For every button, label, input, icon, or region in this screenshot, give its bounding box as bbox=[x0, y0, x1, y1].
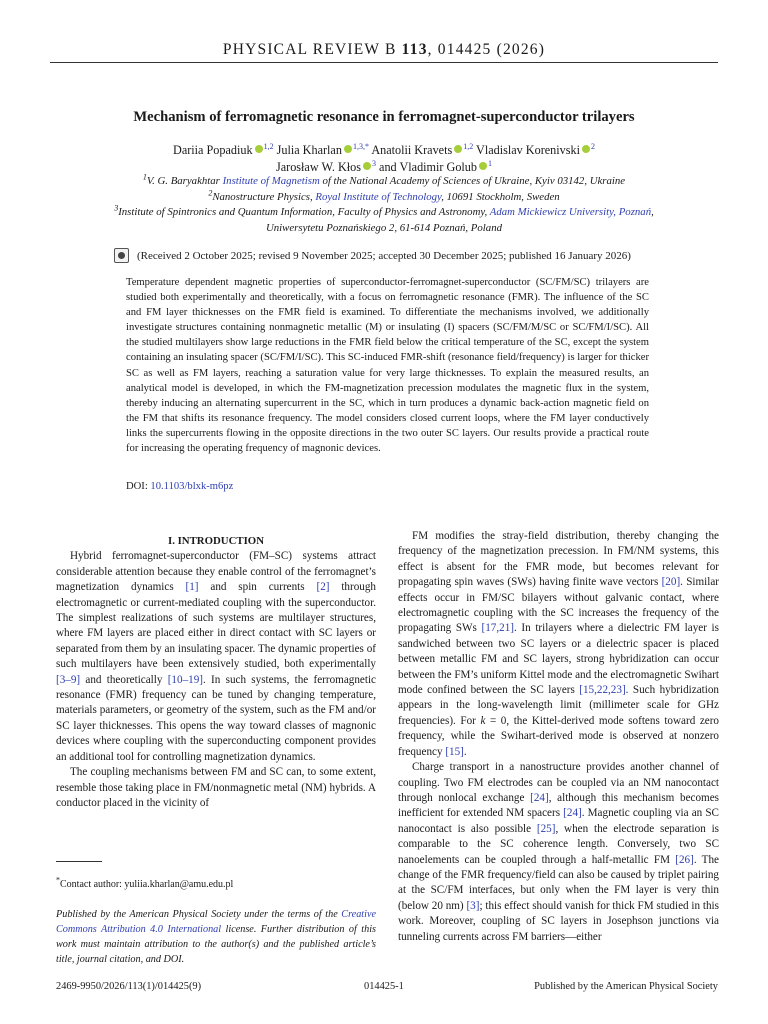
affiliation-link[interactable]: Royal Institute of Technology bbox=[315, 190, 442, 203]
body-text: , when the electrode separation is comparable to the SC coherence length. Conversely, two SC nanoelements can be coupled through a half-metallic FM bbox=[398, 822, 720, 866]
citation-link[interactable]: [3–9] bbox=[56, 673, 81, 686]
author bbox=[173, 143, 274, 157]
received-text: (Received 2 October 2025; revised 9 November 2025; accepted 30 December 2025; published 16 January 2026) bbox=[137, 249, 631, 262]
author-affiliation-mark[interactable]: 1,2 bbox=[463, 141, 474, 151]
author-name: Dariia Popadiuk bbox=[173, 143, 253, 157]
body-text: Charge transport in a nanostructure provides another channel of coupling. Two FM electrodes can be coupled via an NM nanocontact through nonlocal exchange bbox=[398, 761, 719, 804]
check-for-updates-icon[interactable] bbox=[114, 248, 129, 263]
body-text: . In trilayers where a dielectric FM layer is sandwiched between two SC layers or a dielectric spacer is placed between metallic FM and SC layers, strong hybridization can occur between the FM’s uniform Kittel mode and the electromagnetic Swihart mode confined between the SC layers bbox=[398, 622, 719, 697]
body-text: . Such hybridization appears in the long-wavelength limit (millimeter scale for GHz frequencies). For bbox=[398, 684, 719, 727]
citation-link[interactable]: [26] bbox=[675, 853, 694, 866]
author-name: Anatolii Kravets bbox=[371, 143, 453, 157]
affiliation-text: V. G. Baryakhtar bbox=[146, 175, 223, 187]
citation-link[interactable]: [25] bbox=[536, 822, 556, 835]
body-text: , although this mechanism becomes inefficient for extended NM spacers bbox=[398, 791, 719, 820]
header-rule bbox=[50, 62, 718, 63]
footnote-mark: * bbox=[56, 875, 60, 885]
journal-header bbox=[0, 41, 768, 59]
body-text: . bbox=[463, 745, 467, 758]
orcid-icon[interactable] bbox=[454, 145, 462, 153]
body-paragraph bbox=[398, 760, 719, 945]
orcid-icon[interactable] bbox=[255, 145, 263, 153]
math-variable: k bbox=[480, 714, 486, 727]
author-name: Vladimir Golub bbox=[399, 160, 477, 174]
body-text: FM modifies the stray-field distribution, thereby changing the frequency of the magnetization precession. In FM/NM systems, this effect is absent for the FMR mode, but becomes relevant for propagating spin waves (SWs) having finite wave vectors bbox=[398, 530, 719, 589]
body-text: . The change of the FMR frequency/field can also be caused by triplet pairing at the SC/FM interfaces, but only when the FM layer is very thin (below 20 nm) bbox=[398, 853, 719, 912]
body-text: and spin currents bbox=[198, 581, 317, 594]
left-column bbox=[56, 534, 376, 811]
citation-link[interactable]: [15,22,23] bbox=[579, 684, 626, 697]
author bbox=[277, 143, 369, 157]
body-text: through electromagnetic or current-mediated coupling with the superconductor. The simplest realizations of such systems are multilayer structures, where FM layers are placed either in direct contact with SC layers or separated from them by an insulating spacer. The dynamic properties of such multilayers have been extensively studied, both experimentally bbox=[56, 581, 376, 671]
body-text: . Magnetic coupling via an SC nanocontact is also possible bbox=[398, 807, 719, 835]
citation-link[interactable]: [17,21] bbox=[481, 622, 515, 635]
citation-link[interactable]: [2] bbox=[316, 581, 330, 594]
doi-line bbox=[126, 481, 233, 492]
author-name: Vladislav Korenivski bbox=[476, 143, 580, 157]
affiliation-link[interactable]: Institute of Magnetism bbox=[222, 175, 320, 187]
affiliation-link[interactable]: Adam Mickiewicz University, Poznań bbox=[489, 206, 652, 218]
author-name: Jarosław W. Kłos bbox=[276, 160, 361, 174]
body-paragraph bbox=[56, 549, 376, 765]
license-link[interactable]: Creative Commons Attribution 4.0 International bbox=[56, 909, 376, 935]
right-column-body bbox=[398, 529, 719, 945]
received-dates bbox=[114, 248, 674, 263]
affiliation-text: of the National Academy of Sciences of Ukraine, Kyiv 03142, Ukraine bbox=[319, 175, 626, 187]
footnote-rule bbox=[56, 861, 102, 862]
doi-label: DOI: bbox=[126, 481, 151, 492]
citation-link[interactable]: [15] bbox=[445, 745, 464, 758]
affiliation-mark: 3 bbox=[114, 203, 119, 213]
orcid-icon[interactable] bbox=[479, 162, 487, 170]
footnote-text: Contact author: yuliia.kharlan@amu.edu.pl bbox=[60, 879, 234, 890]
body-text: and theoretically bbox=[80, 673, 168, 686]
contact-footnote bbox=[56, 875, 234, 890]
citation-link[interactable]: [24] bbox=[530, 791, 549, 804]
author bbox=[371, 143, 473, 157]
paper-title: Mechanism of ferromagnetic resonance in ferromagnet-superconductor trilayers bbox=[133, 109, 635, 125]
left-column-body bbox=[56, 549, 376, 811]
citation-link[interactable]: [3] bbox=[466, 899, 480, 912]
body-text: . In such systems, the ferromagnetic resonance (FMR) frequency can be tuned by changing temperature, materials parameters, or geometry of the system, such as the FM and/or SC layer thicknesses. This opens the way toward classes of magnonic devices where coupling with the superconducting component provides an additional tool for controlling magnetization dynamics. bbox=[56, 673, 376, 763]
affiliation-text: , bbox=[651, 206, 654, 218]
author-affiliation-mark[interactable]: 1 bbox=[488, 158, 492, 168]
affiliation-text: , 10691 Stockholm, Sweden bbox=[441, 190, 560, 203]
body-text: Hybrid ferromagnet-superconductor (FM–SC) systems attract considerable attention because they enable control of the ferromagnet’s magnetization dynamics bbox=[56, 550, 376, 594]
body-paragraph bbox=[398, 529, 719, 760]
journal-name: PHYSICAL REVIEW B bbox=[222, 41, 397, 58]
author-affiliation-mark[interactable]: 3 bbox=[371, 158, 376, 168]
author-name: Julia Kharlan bbox=[276, 143, 342, 157]
license-text-before: Published by the American Physical Society under the terms of the bbox=[56, 909, 342, 920]
author bbox=[399, 160, 492, 174]
author-affiliation-mark[interactable]: 1,2 bbox=[263, 141, 274, 151]
affiliation-text: Institute of Spintronics and Quantum Information, Faculty of Physics and Astronomy, bbox=[118, 206, 490, 218]
orcid-icon[interactable] bbox=[344, 145, 352, 153]
footer-publisher: Published by the American Physical Society bbox=[534, 981, 718, 992]
citation-link[interactable]: [20] bbox=[661, 576, 681, 589]
license-text-after: license. Further distribution of this work must maintain attribution to the author(s) and the published article’s title, journal citation, and DOI. bbox=[56, 924, 376, 965]
author bbox=[276, 160, 376, 174]
affiliation-mark: 1 bbox=[142, 172, 147, 182]
author bbox=[476, 143, 595, 157]
journal-article-info: , 014425 (2026) bbox=[427, 41, 546, 58]
affiliation-text: Uniwersytetu Poznańskiego 2, 61-614 Poznań, Poland bbox=[265, 221, 502, 234]
orcid-icon[interactable] bbox=[363, 162, 371, 170]
orcid-icon[interactable] bbox=[582, 145, 590, 153]
affiliation-text: Nanostructure Physics, bbox=[212, 190, 316, 203]
right-column bbox=[398, 529, 719, 945]
citation-link[interactable]: [10–19] bbox=[167, 673, 203, 686]
citation-link[interactable]: [24] bbox=[563, 807, 582, 820]
license-statement bbox=[56, 907, 376, 967]
body-text: = 0, the Kittel-derived mode softens toward zero frequency, while the Swihart-derived mode is observed at nonzero frequency bbox=[398, 714, 720, 758]
affiliation bbox=[60, 221, 708, 237]
author-affiliation-mark[interactable]: 1,3,* bbox=[352, 141, 369, 151]
affiliation-list bbox=[60, 174, 708, 236]
author-list bbox=[100, 142, 668, 176]
abstract: Temperature dependent magnetic properties of superconductor-ferromagnet-superconductor (SC/FM/SC) trilayers are studied both experimentally and theoretically, with a focus on ferromagnetic resonance (FMR). The influence of the SC and FM layer thicknesses on the FMR field is examined. To differentiate the mechanisms involved, we additionally investigate structures containing nonmagnetic metallic (M) or insulating (I) spacers (SC/FM/M/SC or SC/FM/I/SC). All the studied multilayers show large reductions in the FMR field below the critical temperature of the SC, except the system containing an insulating spacer (SC/FM/I/SC). This SC-induced FMR-shift (resonance field/frequency) is larger for thicker SC as well as FM layers, reaching a saturation value for very large thicknesses. To explain the measured results, an analytical model is developed, in which the FM-magnetization precession modulates the magnetic flux in the system, thereby inducing an alternating supercurrent in the SC, which in turn produces a dynamic back-action magnetic field on the FM that shifts its resonance frequency. The model considers closed current loops, where the FM layer conductively links the supercurrents flowing in the opposite directions in the two outer SC layers. Our results provide a practical route for increasing the operating frequency of magnonic devices. bbox=[126, 277, 649, 455]
author-affiliation-mark[interactable]: 2 bbox=[590, 141, 595, 151]
affiliation bbox=[60, 205, 708, 221]
citation-link[interactable]: [1] bbox=[185, 581, 199, 594]
section-heading: I. INTRODUCTION bbox=[168, 535, 264, 547]
author-conjunction: and bbox=[379, 160, 397, 174]
affiliation-mark: 2 bbox=[208, 187, 213, 197]
journal-volume: 113 bbox=[401, 41, 428, 58]
body-paragraph bbox=[56, 765, 376, 811]
affiliation bbox=[60, 174, 708, 190]
body-text: . Similar effects occur in FM/SC bilayers without galvanic contact, where electromagnetic coupling with the SC increases the frequency of the propagating SWs bbox=[398, 576, 719, 635]
body-text: The coupling mechanisms between FM and SC can, to some extent, resemble those taking place in FM/nonmagnetic metal (NM) hybrids. A conductor placed in the vicinity of bbox=[56, 766, 376, 809]
body-text: ; this effect should vanish for thick FM studied in this work. Moreover, coupling of SC layers in Josephson junctions via tunneling currents across FM barriers—either bbox=[398, 899, 719, 943]
footer-issn: 2469-9950/2026/113(1)/014425(9) bbox=[56, 981, 202, 992]
doi-link[interactable]: 10.1103/blxk-m6pz bbox=[150, 481, 234, 492]
footer-page-number: 014425-1 bbox=[364, 981, 404, 992]
affiliation bbox=[60, 187, 708, 206]
